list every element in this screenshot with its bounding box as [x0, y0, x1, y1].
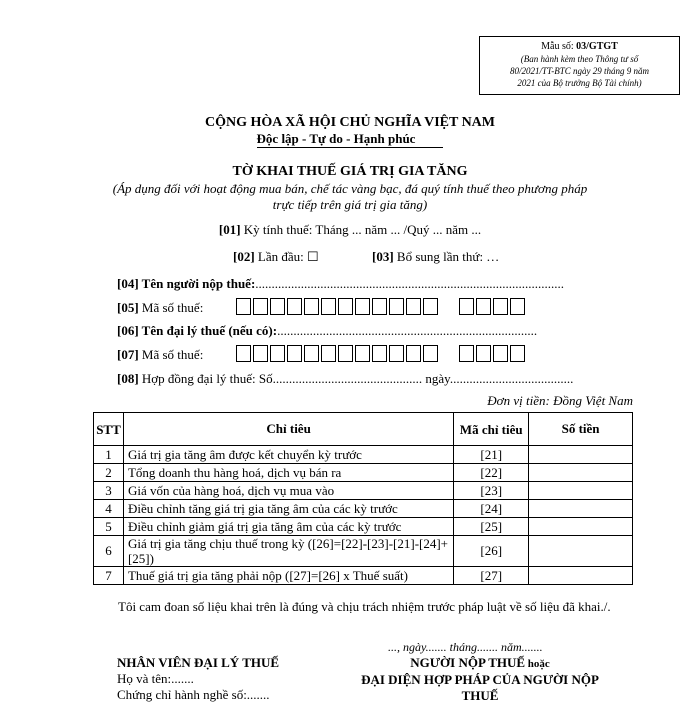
tin-digit-box[interactable] [372, 298, 387, 315]
tin-digit-box[interactable] [321, 298, 336, 315]
currency-unit: Đơn vị tiền: Đồng Việt Nam [487, 393, 633, 408]
nation-title: CỘNG HÒA XÃ HỘI CHỦ NGHĨA VIỆT NAM [204, 115, 495, 130]
tin-digit-box[interactable] [270, 345, 285, 362]
tin-digit-box[interactable] [372, 345, 387, 362]
col-header-amount: Số tiền [529, 413, 633, 446]
row-indicator: Tổng doanh thu hàng hoá, dịch vụ bán ra [123, 464, 453, 482]
row-amount-input[interactable] [529, 567, 633, 585]
row-code: [22] [454, 464, 529, 482]
tax-period-field: [01] Kỳ tính thuế: Tháng ... năm ... /Quý ... năm ... [218, 222, 482, 237]
signature-date-line: ..., ngày....... tháng....... năm....... [388, 640, 543, 654]
table-row [94, 464, 633, 482]
payer-signature-title: NGƯỜI NỘP THUẾ hoặc ĐẠI DIỆN HỢP PHÁP CỦA NGƯỜI NỘP THUẾ [361, 655, 599, 703]
tin-digit-box[interactable] [459, 298, 474, 315]
tin-digit-box[interactable] [270, 298, 285, 315]
tin-digit-box[interactable] [287, 345, 302, 362]
declaration-text: Tôi cam đoan số liệu khai trên là đúng và chịu trách nhiệm trước pháp luật về số liệu đã khai./. [118, 599, 611, 614]
form-issued-line-2: 80/2021/TT-BTC ngày 29 tháng 9 năm [509, 66, 650, 76]
row-stt: 6 [94, 536, 124, 567]
row-stt: 7 [94, 567, 124, 585]
tin-digit-box[interactable] [389, 345, 404, 362]
tin-digit-box[interactable] [423, 298, 438, 315]
table-row [94, 482, 633, 500]
tin-digit-box[interactable] [355, 298, 370, 315]
tin-digit-box[interactable] [406, 345, 421, 362]
row-amount-input[interactable] [529, 482, 633, 500]
tin-digit-box[interactable] [355, 345, 370, 362]
row-amount-input[interactable] [529, 500, 633, 518]
row-indicator: Giá trị gia tăng âm được kết chuyển kỳ trước [123, 446, 453, 464]
subtitle-line-2: trực tiếp trên giá trị gia tăng) [272, 197, 428, 212]
tin-digit-box[interactable] [321, 345, 336, 362]
row-stt: 2 [94, 464, 124, 482]
tin-digit-box[interactable] [304, 345, 319, 362]
tin-digit-box[interactable] [304, 298, 319, 315]
agent-certificate-line: Chứng chỉ hành nghề số:....... [117, 687, 270, 702]
tax-agent-name-input[interactable]: ................................................................................ [277, 323, 538, 338]
tin-digit-box[interactable] [389, 298, 404, 315]
agent-contract-field: [08] Hợp đồng đại lý thuế: Số.............................................. ngày...................................... [117, 371, 574, 386]
tin-digit-box[interactable] [476, 345, 491, 362]
col-header-indicator: Chỉ tiêu [123, 413, 453, 446]
row-code: [27] [454, 567, 529, 585]
form-issued-line-1: (Ban hành kèm theo Thông tư số [520, 54, 639, 64]
tin-digit-box[interactable] [476, 298, 491, 315]
row-amount-input[interactable] [529, 464, 633, 482]
declaration-table [93, 412, 633, 585]
taxpayer-name-field: [04] Tên người nộp thuế:............................................................................................... [117, 276, 565, 291]
taxpayer-name-input[interactable]: ............................................................................................... [255, 276, 565, 291]
tin-digit-box[interactable] [406, 298, 421, 315]
tin-digit-box[interactable] [253, 345, 268, 362]
row-code: [21] [454, 446, 529, 464]
table-row [94, 500, 633, 518]
table-header-row [94, 413, 633, 446]
tin-digit-box[interactable] [493, 298, 508, 315]
first-time-checkbox[interactable]: ☐ [307, 249, 319, 264]
table-row [94, 536, 633, 567]
tax-agent-tin-branch-boxes[interactable] [459, 345, 527, 362]
motto: Độc lập - Tự do - Hạnh phúc [0, 131, 700, 147]
tin-digit-box[interactable] [459, 345, 474, 362]
row-stt: 1 [94, 446, 124, 464]
table-row [94, 446, 633, 464]
first-time-field: [02] Lần đầu: ☐ [233, 249, 319, 264]
row-indicator: Điều chỉnh tăng giá trị gia tăng âm của các kỳ trước [123, 500, 453, 518]
table-row [94, 567, 633, 585]
row-amount-input[interactable] [529, 518, 633, 536]
row-stt: 5 [94, 518, 124, 536]
tin-digit-box[interactable] [338, 345, 353, 362]
row-amount-input[interactable] [529, 536, 633, 567]
tin-digit-box[interactable] [253, 298, 268, 315]
table-row [94, 518, 633, 536]
row-stt: 3 [94, 482, 124, 500]
tin-digit-box[interactable] [510, 345, 525, 362]
row-indicator: Giá vốn của hàng hoá, dịch vụ mua vào [123, 482, 453, 500]
tax-agent-tin-boxes[interactable] [236, 345, 440, 362]
row-indicator: Thuế giá trị gia tăng phải nộp ([27]=[26] x Thuế suất) [123, 567, 453, 585]
tin-digit-box[interactable] [493, 345, 508, 362]
supplement-field: [03] Bổ sung lần thứ: … [372, 249, 500, 264]
row-indicator: Điều chỉnh giảm giá trị gia tăng âm của các kỳ trước [123, 518, 453, 536]
row-indicator: Giá trị gia tăng chịu thuế trong kỳ ([26]=[22]-[23]-[21]-[24]+[25]) [123, 536, 453, 567]
form-issued-line-3: 2021 của Bộ trưởng Bộ Tài chính) [517, 78, 642, 88]
tin-digit-box[interactable] [510, 298, 525, 315]
row-stt: 4 [94, 500, 124, 518]
col-header-code: Mã chỉ tiêu [454, 413, 529, 446]
tin-digit-box[interactable] [423, 345, 438, 362]
taxpayer-tin-label: [05] Mã số thuế: [117, 300, 204, 315]
tin-digit-box[interactable] [338, 298, 353, 315]
row-code: [24] [454, 500, 529, 518]
row-code: [26] [454, 536, 529, 567]
form-code-box [479, 36, 680, 95]
tax-agent-name-field: [06] Tên đại lý thuế (nếu có):................................................................................ [117, 323, 538, 338]
tax-agent-tin-label: [07] Mã số thuế: [117, 347, 204, 362]
tin-digit-box[interactable] [287, 298, 302, 315]
form-code: Mẫu số: 03/GTGT [541, 41, 618, 52]
taxpayer-tin-boxes[interactable] [236, 298, 440, 315]
page-title: TỜ KHAI THUẾ GIÁ TRỊ GIA TĂNG [232, 164, 468, 179]
col-header-stt: STT [94, 413, 124, 446]
row-code: [23] [454, 482, 529, 500]
row-amount-input[interactable] [529, 446, 633, 464]
agent-signature-title: NHÂN VIÊN ĐẠI LÝ THUẾ [117, 655, 280, 670]
row-code: [25] [454, 518, 529, 536]
subtitle-line-1: (Áp dụng đối với hoạt động mua bán, chế tác vàng bạc, đá quý tính thuế theo phương pháp [112, 181, 588, 196]
tin-digit-box[interactable] [236, 345, 251, 362]
taxpayer-tin-branch-boxes[interactable] [459, 298, 527, 315]
agent-name-line: Họ và tên:....... [117, 671, 194, 686]
tin-digit-box[interactable] [236, 298, 251, 315]
